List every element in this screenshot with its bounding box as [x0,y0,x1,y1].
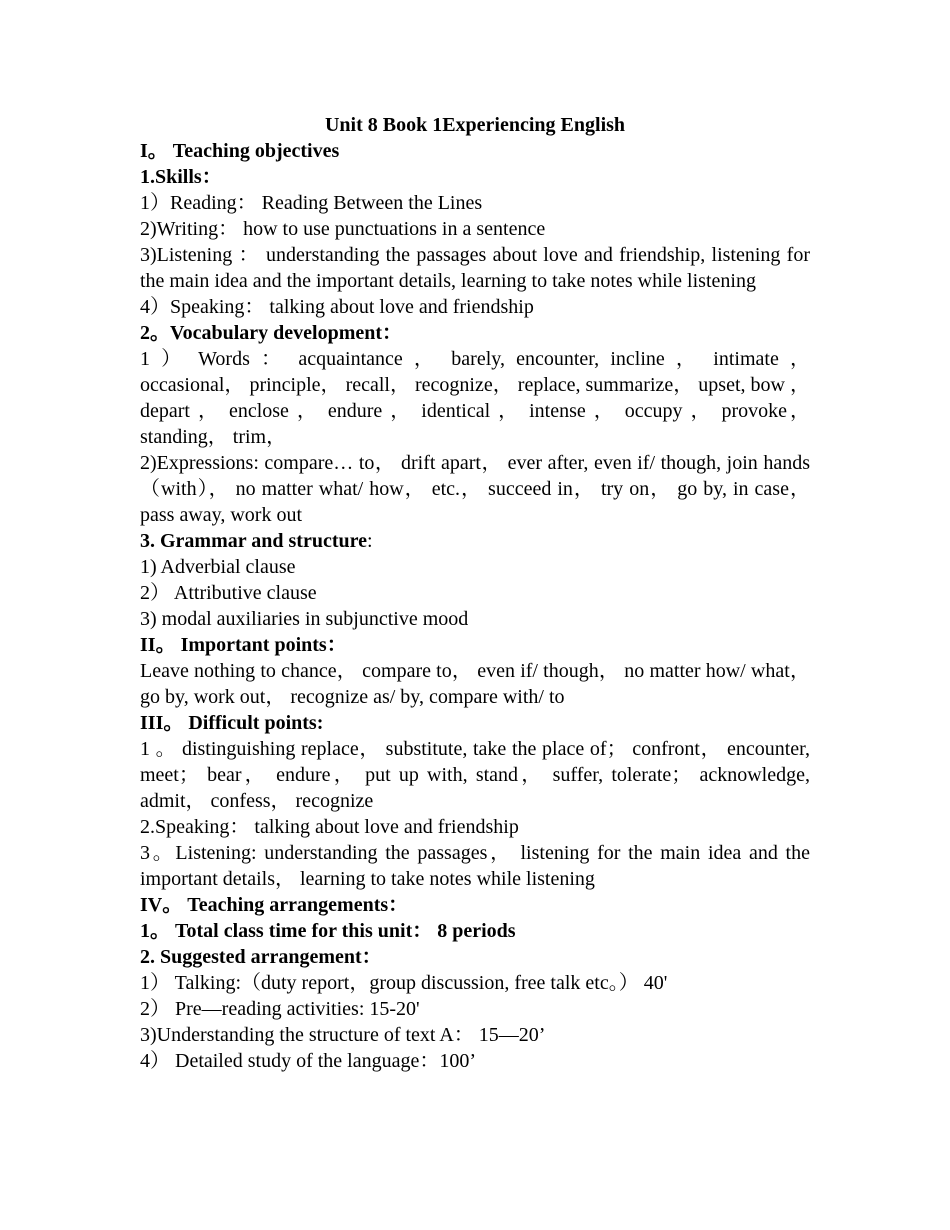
arrangement-item: 3)Understanding the structure of text A： 15—20’ [140,1024,546,1046]
difficult-point-item: 2.Speaking： talking about love and friendship [140,816,519,838]
grammar-item: 1) Adverbial clause [140,556,296,578]
vocabulary-words: 1 ） Words ： acquaintance ， barely, encounter, incline ， intimate ， occasional， principle， recall， recognize， replace, summarize， upset, bow ， depart ， enclose ， endure ， identical ， intense ， occupy ， provoke， standing， trim， [140,348,810,448]
section-important-points-heading: II。 Important points： [140,634,347,656]
grammar-item: 2） Attributive clause [140,582,317,604]
arrangement-item: 2） Pre—reading activities: 15-20' [140,998,420,1020]
document-title: Unit 8 Book 1Experiencing English [324,114,626,136]
skill-speaking: 4）Speaking： talking about love and friendship [140,296,534,318]
vocabulary-heading: 2。Vocabulary development： [140,322,403,344]
section-teaching-arrangements-heading: IV。 Teaching arrangements： [140,894,409,916]
vocabulary-expressions: 2)Expressions: compare… to， drift apart， ever after, even if/ though, join hands （with）， no matter what/ how， etc.， succeed in， try on， go by, in case， pass away, work out [140,452,810,526]
grammar-heading-colon: : [367,530,373,552]
skill-writing: 2)Writing： how to use punctuations in a sentence [140,218,546,240]
important-points-text: Leave nothing to chance， compare to， even if/ though， no matter how/ what， go by, work out， recognize as/ by, compare with/ to [140,660,810,708]
section-teaching-objectives-heading: I。 Teaching objectives [140,140,340,162]
suggested-arrangement-heading: 2. Suggested arrangement： [140,946,382,968]
skill-listening: 3)Listening ： understanding the passages about love and friendship, listening for the main idea and the important details, learning to take notes while listening [140,244,810,292]
skill-reading: 1）Reading： Reading Between the Lines [140,192,483,214]
difficult-point-item: 1 。 distinguishing replace， substitute, take the place of； confront， encounter, meet； bear， endure， put up with, stand， suffer, tolerate； acknowledge, admit， confess， recognize [140,738,810,812]
grammar-heading-text: 3. Grammar and structure [140,530,368,552]
arrangement-item: 4） Detailed study of the language：100’ [140,1050,477,1072]
grammar-item: 3) modal auxiliaries in subjunctive mood [140,608,469,630]
difficult-point-item: 3。Listening: understanding the passages， listening for the main idea and the important details， learning to take notes while listening [140,842,810,890]
document-body [140,112,810,1074]
skills-heading: 1.Skills： [140,166,222,188]
grammar-heading [140,528,810,554]
arrangement-item: 1） Talking:（duty report，group discussion, free talk etc。） 40' [140,972,668,994]
total-class-time: 1。 Total class time for this unit： 8 periods [140,920,516,942]
section-difficult-points-heading: III。 Difficult points: [140,712,324,734]
